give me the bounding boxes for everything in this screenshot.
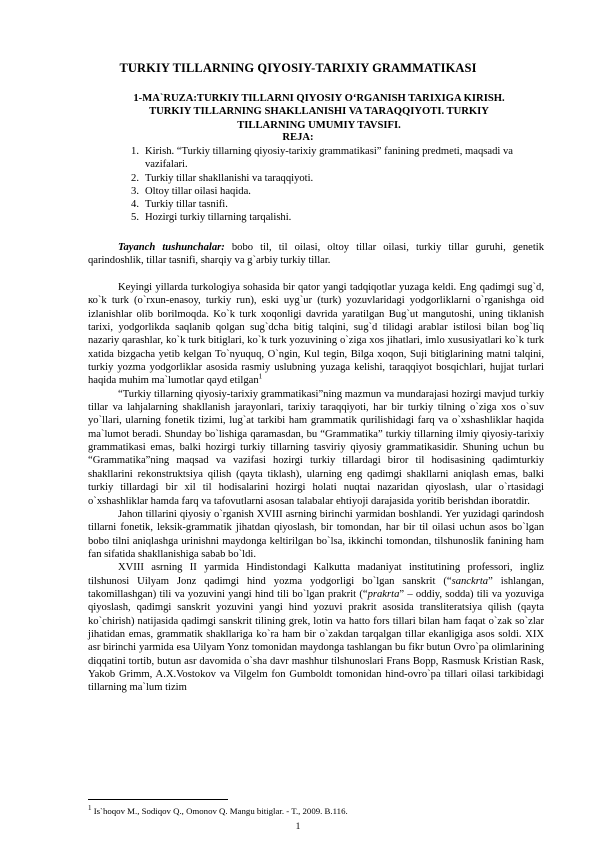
paragraph-text: ” ishlangan, takomillashgan) tili va yozuvini yangi hind tili bo`lgan prakrit (“ bbox=[88, 575, 544, 600]
lecture-heading bbox=[104, 92, 534, 132]
main-text bbox=[88, 281, 544, 695]
plan-item-text: Hozirgi turkiy tillarning tarqalishi. bbox=[145, 212, 292, 224]
paragraph-text: ” – oddiy, sodda) tili va yozuviga qiyoslash, qadimgi sanskrit yozuvini yangi hind yozuvi prakrit asosida transliteratsiya qilish (qayta ko`chirish) natijasida qadimgi sanskrit tilining grek, lotin va hatto fors tillari bilan ham faqat o`zak so`zlar jihatidan emas, grammatik shakllariga ko`ra ham bir o`zakdan tarqalgan tillar ekanligiga asos soldi. XIX asr birinchi yarmida esa Uilyam Yonz tomonidan maydonga tashlangan bu fikr butun Ovro`pa olimlarining diqqatini tortib, butun asr davomida o`sha davr mashhur tilshunoslari Frans Bopp, Rasmusk Kristian Rask, Yakob Grimm, A.X.Vostokov va Vilgelm fon Gumboldt tomonidan hind-ovro`pa tillari oilasi tarkibidagi tillarning ma`lum tizim bbox=[88, 588, 544, 694]
plan-item-number: 2. bbox=[131, 172, 139, 184]
plan-heading: REJA: bbox=[282, 132, 314, 143]
plan-item-number: 4. bbox=[131, 199, 139, 211]
paragraph-text: XVIII asrning II yarmida Hindistondagi Kalkutta madaniyat institutining professori, ingliz tilshunosi Uilyam Jonz qadimgi hind yozma yodgorligi bo`lgan sanskrit (“ bbox=[88, 562, 544, 587]
keywords-label: Tayanch tushunchalar: bbox=[118, 242, 225, 253]
plan-item-number: 1. bbox=[131, 146, 139, 157]
plan-list bbox=[118, 145, 538, 225]
paragraph: Jahon tillarini qiyosiy o`rganish XVIII asrning birinchi yarmidan boshlandi. Yer yuzidagi qarindosh tillarni fonetik, leksik-grammatik jihatdan qiyoslash, bir tomondan, har bir til oilasi uchun asos bo`lgan bobo tilni aniqlashga urinishni maydonga keltirilgan bo`lsa, ikkinchi tomondan, tilshunoslik fanining ham fan sifatida shakllanishiga sabab bo`ldi. bbox=[88, 508, 544, 560]
plan-item bbox=[118, 211, 538, 224]
italic-term: sanckrta bbox=[451, 575, 489, 587]
footnote-reference: 1 bbox=[258, 372, 263, 381]
plan-item bbox=[118, 198, 538, 211]
plan-item bbox=[118, 172, 538, 185]
footnote-mark: 1 bbox=[88, 804, 92, 813]
plan-item bbox=[118, 185, 538, 198]
lecture-heading-line: TILLARNING UMUMIY TAVSIFI. bbox=[237, 119, 401, 131]
paragraph bbox=[88, 281, 544, 388]
plan-item-text: Oltoy tillar oilasi haqida. bbox=[145, 185, 251, 197]
keywords-text: bobo til, til oilasi, oltoy tillar oilasi, turkiy tillar guruhi, genetik qarindoshlik, tillar tasnifi, sharqiy va g`arbiy turkiy tillar. bbox=[88, 242, 544, 267]
plan-item-text: Turkiy tillar tasnifi. bbox=[145, 199, 228, 211]
footnote bbox=[88, 806, 544, 816]
paragraph: “Turkiy tillarning qiyosiy-tarixiy grammatikasi”ning mazmun va mundarajasi hozirgi mavjud turkiy tillar va lahjalarning shakllanish jarayonlari, tarixiy taraqqiyoti, har bir turkiy tilning o`ziga xos o`suv yo`llari, ularning fonetik tizimi, lug`at tarkibi ham grammatik qurilishidagi farq va o`xshashliklar haqida ma`lumot beradi. Shunday bo`lishiga qaramasdan, bu “Grammatika” turkiy tillarning ilmiy qiyosiy-tarixiy grammatikasi emas, balki hozirgi turkiy tillarning tasviriy qiyosiy grammatikasidir. Shuning uchun bu “Grammatika”ning maqsad va vazifasi hozirgi turkiy tillardagi biror til hodisasining qadimturkiy shakllarini rekonstruktsiya qilish (qayta tiklash), ularning eng qadimgi shakllarni aniqlash emas, balki turkiy tillardagi bir xil til hodisalarini hozirgi holati nuqtai nazaridan qiyoslash, ular o`rtasidagi o`xshashliklar hamda farq va tafovutlarni asosan talabalar ehtiyoji darajasida yoritib berishdan iboratdir. bbox=[88, 388, 544, 507]
lecture-heading-line: TURKIY TILLARNING SHAKLLANISHI VA TARAQQIYOTI. TURKIY bbox=[149, 106, 489, 118]
plan-item-number: 3. bbox=[131, 185, 139, 197]
footnote-separator bbox=[88, 799, 228, 800]
document-title: TURKIY TILLARNING QIYOSIY-TARIXIY GRAMMATIKASI bbox=[119, 61, 477, 75]
paragraph-text: Keyingi yillarda turkologiya sohasida bir qator yangi tadqiqotlar yuzaga keldi. Eng qadimgi sug`d, ко`k turk (o`rxun-enasoy, turkiy run), eski uyg`ur (turk) yozuvlaridagi yodgorliklarni o`rganishga oid izlanishlar olib borilmoqda. Ko`k turk xoqonligi davrida yaratilgan Bug`ut mangutoshi, uning tiklanish tarixi, yodgorlikda saqlanib qolgan sug`dcha bitig talqini, sug`d tilidagi arablar istilosi bilan bog`liq nazariy qarashlar, ko`k turk bitiglari, ko`k turk yozuvining o`ziga xos jihatlari, imlo xususiyatlari ko`k turk xatida bizgacha yetib kelgan To`nyuquq, O`ngin, Kul tegin, Bilga xoqon, Suji bitiglarining matni talqini, turkiy yozma yodgorliklar asosida rasmiy uslubning yuzaga kelishi, taraqqiyot bosqichlari, hujjat turlari haqida muhim ma`lumotlar qayd etilgan bbox=[88, 282, 544, 387]
lecture-heading-line: 1-MA`RUZA:TURKIY TILLARNI QIYOSIY O‘RGANISH TARIXIGA KIRISH. bbox=[133, 93, 505, 104]
plan-item-number: 5. bbox=[131, 212, 139, 224]
footnote-text: Is`hoqov M., Sodiqov Q., Omonov Q. Mangu bitiglar. - T., 2009. B.116. bbox=[91, 806, 348, 816]
keywords-paragraph bbox=[88, 241, 544, 268]
plan-item-text: Kirish. “Turkiy tillarning qiyosiy-tarixiy grammatikasi” fanining predmeti, maqsadi va vazifalari. bbox=[145, 146, 513, 171]
italic-term: prakrta bbox=[367, 588, 400, 600]
plan-item bbox=[118, 145, 538, 172]
paragraph bbox=[88, 561, 544, 694]
page-number: 1 bbox=[295, 822, 301, 832]
plan-item-text: Turkiy tillar shakllanishi va taraqqiyoti. bbox=[145, 172, 314, 184]
